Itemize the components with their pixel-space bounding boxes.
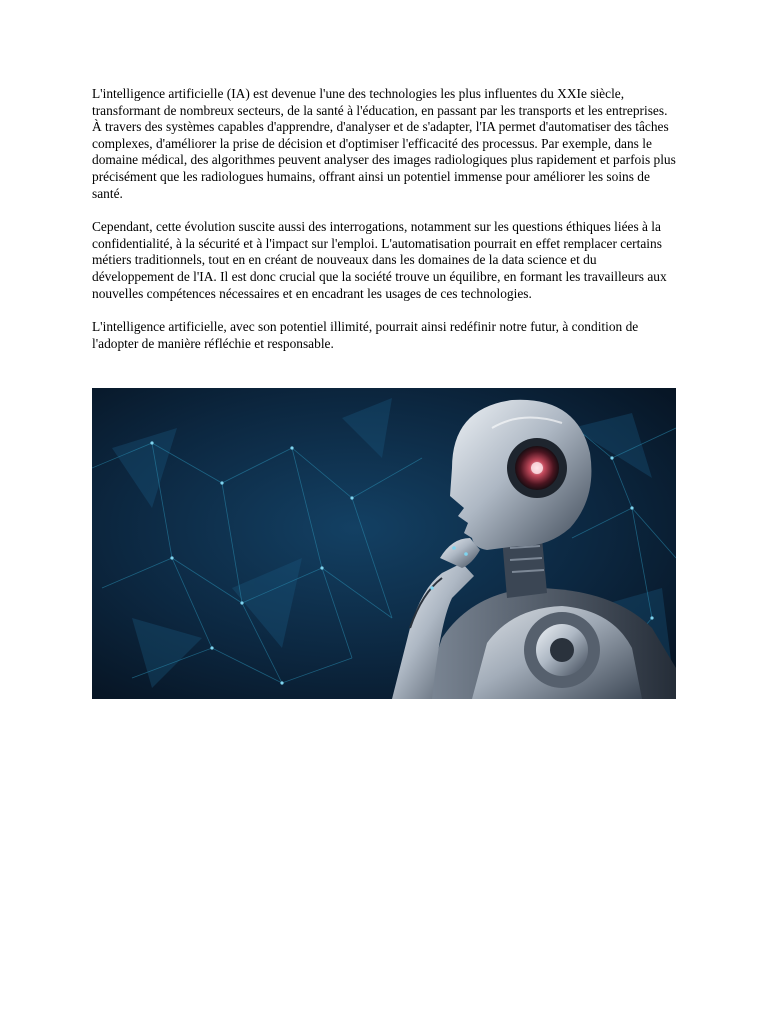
paragraph-conclusion: L'intelligence artificielle, avec son potentiel illimité, pourrait ainsi redéfinir notre futur, à condition de l'adopter de manière réfléchie et responsable. [92, 319, 639, 351]
paragraph-intro: L'intelligence artificielle (IA) est devenue l'une des technologies les plus influentes du XXIe siècle, transformant de nombreux secteurs, de la santé à l'éducation, en passant par les transports et les entreprises. À travers des systèmes capables d'apprendre, d'analyser et de s'adapter, l'IA permet d'automatiser des tâches complexes, d'améliorer la prise de décision et d'optimiser l'efficacité des processus. Par exemple, dans le domaine médical, des algorithmes peuvent analyser des images radiologiques plus rapidement et parfois plus précisément que les radiologues humains, offrant ainsi un potentiel immense pour améliorer les soins de santé. [92, 86, 676, 201]
document-body [92, 86, 678, 369]
paragraph-concerns: Cependant, cette évolution suscite aussi des interrogations, notamment sur les questions éthiques liées à la confidentialité, à la sécurité et à l'impact sur l'emploi. L'automatisation pourrait en effet remplacer certains métiers traditionnels, tout en en créant de nouveaux dans les domaines de la data science et du développement de l'IA. Il est donc crucial que la société trouve un équilibre, en formant les travailleurs aux nouvelles compétences nécessaires et en encadrant les usages de ces technologies. [92, 219, 667, 301]
robot-illustration [92, 388, 676, 699]
thinking-robot-illustration-icon [92, 388, 676, 699]
